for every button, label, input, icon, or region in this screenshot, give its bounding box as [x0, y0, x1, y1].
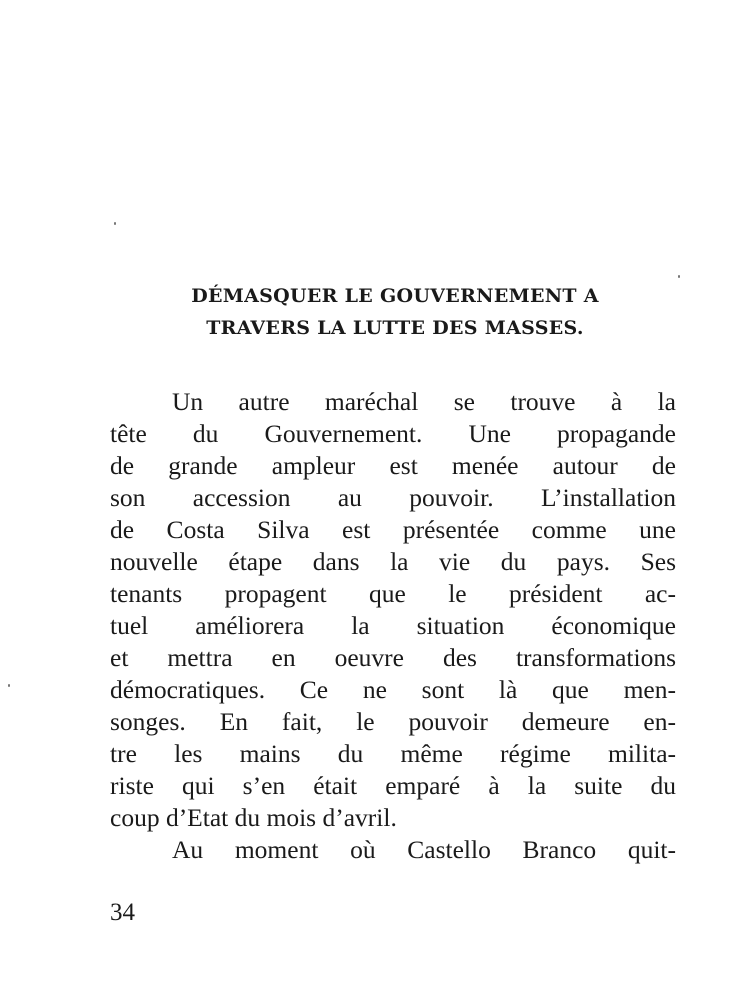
text-line: Au moment où Castello Branco quit- [172, 835, 676, 864]
body-text [110, 386, 676, 866]
section-heading [110, 280, 680, 344]
scan-speck [8, 684, 10, 687]
text-line: tre les mains du même régime milita- [110, 739, 676, 768]
text-line: Un autre maréchal se trouve à la [172, 387, 676, 416]
text-line: tuel améliorera la situation économique [110, 611, 676, 640]
text-line: son accession au pouvoir. L’installation [110, 483, 676, 512]
heading-line-2: TRAVERS LA LUTTE DES MASSES. [206, 317, 584, 339]
scan-speck [678, 275, 680, 278]
page-number: 34 [110, 899, 135, 926]
text-line: de grande ampleur est menée autour de [110, 451, 676, 480]
heading-line-1: DÉMASQUER LE GOUVERNEMENT A [191, 285, 599, 307]
text-line: tête du Gouvernement. Une propagande [110, 419, 676, 448]
scan-speck [114, 222, 116, 225]
text-line: riste qui s’en était emparé à la suite du [110, 771, 676, 800]
text-line: songes. En fait, le pouvoir demeure en- [110, 707, 676, 736]
text-line: nouvelle étape dans la vie du pays. Ses [110, 547, 676, 576]
text-line: de Costa Silva est présentée comme une [110, 515, 676, 544]
text-line: démocratiques. Ce ne sont là que men- [110, 675, 676, 704]
text-line: tenants propagent que le président ac- [110, 579, 676, 608]
text-line: et mettra en oeuvre des transformations [110, 643, 676, 672]
text-line: coup d’Etat du mois d’avril. [110, 803, 397, 832]
